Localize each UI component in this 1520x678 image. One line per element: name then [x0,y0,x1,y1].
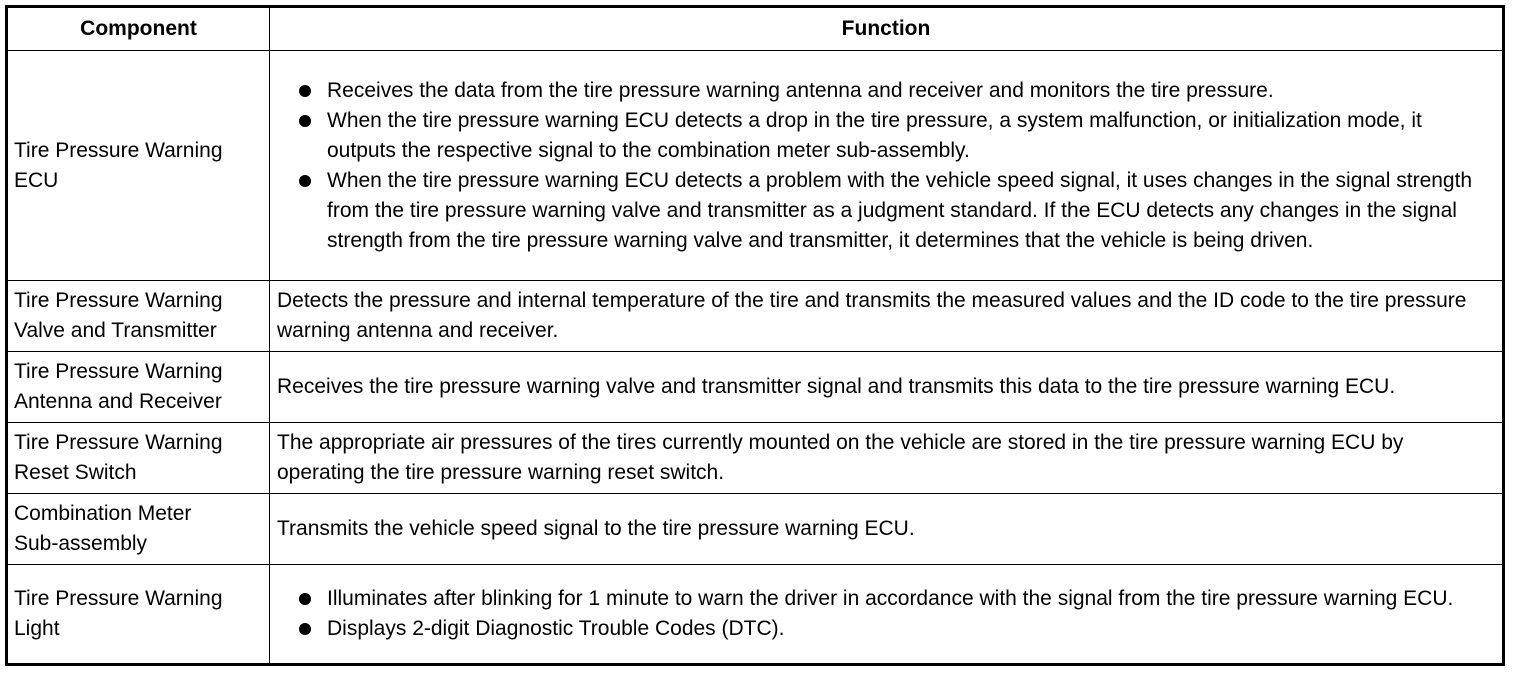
component-cell: Tire Pressure Warning ECU [7,51,270,281]
function-cell: Transmits the vehicle speed signal to the tire pressure warning ECU. [270,494,1504,565]
component-function-table [5,5,1505,666]
bullet-item [277,614,1494,644]
header-row [7,7,1504,51]
header-component: Component [7,7,270,51]
table-row [7,423,1504,494]
component-cell: Tire Pressure Warning Light [7,565,270,665]
component-cell: Tire Pressure Warning Reset Switch [7,423,270,494]
bullet-text: Displays 2-digit Diagnostic Trouble Codes (DTC). [327,617,785,640]
bullet-item [277,106,1494,166]
bullet-text: When the tire pressure warning ECU detects a problem with the vehicle speed signal, it uses changes in the signal strength from the tire pressure warning valve and transmitter as a judgment standard. If the ECU detects any changes in the signal strength from the tire pressure warning valve and transmitter, it determines that the vehicle is being driven. [327,168,1473,252]
bullet-item [277,166,1494,256]
component-cell: Tire Pressure Warning Valve and Transmitter [7,281,270,352]
table-row [7,281,1504,352]
table-row [7,565,1504,665]
function-cell: The appropriate air pressures of the tires currently mounted on the vehicle are stored in the tire pressure warning ECU by operating the tire pressure warning reset switch. [270,423,1504,494]
function-bullet-list [277,76,1494,256]
table-row [7,51,1504,281]
bullet-item [277,76,1494,106]
bullet-icon [299,593,311,605]
bullet-text: Illuminates after blinking for 1 minute to warn the driver in accordance with the signal from the tire pressure warning ECU. [327,587,1454,610]
table-row [7,494,1504,565]
function-cell [270,51,1504,281]
table-row [7,352,1504,423]
bullet-icon [299,175,311,187]
component-cell: Combination Meter Sub-assembly [7,494,270,565]
bullet-item [277,584,1494,614]
function-cell [270,565,1504,665]
function-cell: Receives the tire pressure warning valve and transmitter signal and transmits this data to the tire pressure warning ECU. [270,352,1504,423]
component-cell: Tire Pressure Warning Antenna and Receiver [7,352,270,423]
bullet-text: When the tire pressure warning ECU detects a drop in the tire pressure, a system malfunction, or initialization mode, it outputs the respective signal to the combination meter sub-assembly. [327,108,1422,162]
bullet-text: Receives the data from the tire pressure warning antenna and receiver and monitors the tire pressure. [327,78,1274,102]
header-function: Function [270,7,1504,51]
function-cell: Detects the pressure and internal temperature of the tire and transmits the measured values and the ID code to the tire pressure warning antenna and receiver. [270,281,1504,352]
bullet-icon [299,623,311,635]
bullet-icon [299,115,311,127]
function-bullet-list [277,584,1494,644]
bullet-icon [299,85,311,97]
